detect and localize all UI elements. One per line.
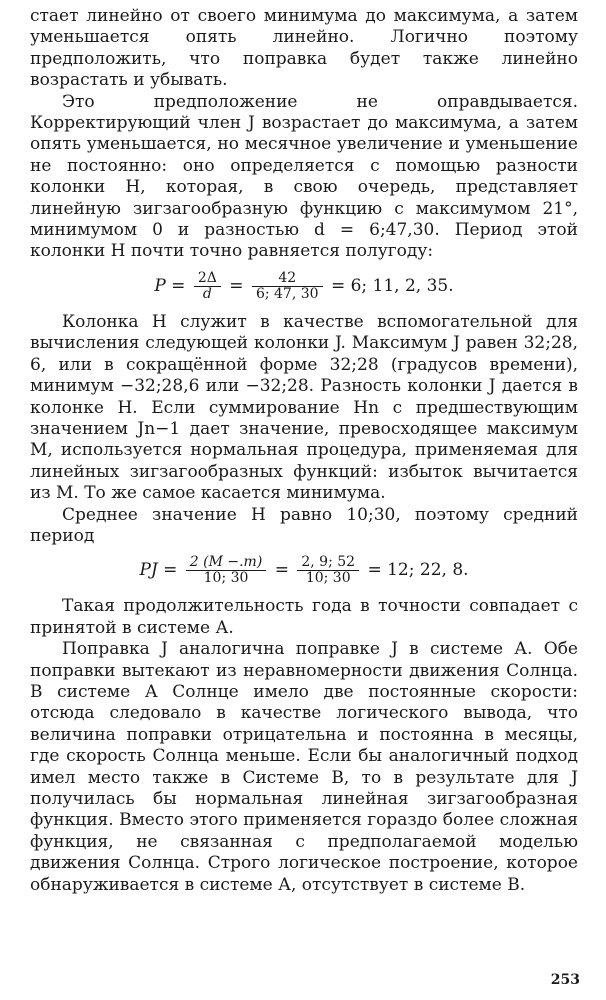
formula-1-equals: = — [229, 275, 244, 296]
paragraph-1: стает линейно от своего минимума до максимума, а затем уменьшается опять линейно. Логично поэтому предположить, что поправка будет также линейно возрастать и убывать. — [30, 6, 578, 91]
paragraph-5: Такая продолжительность года в точности совпадает с принятой в системе А. — [30, 596, 578, 638]
formula-1-fraction-2 — [252, 271, 323, 302]
formula-1-frac2-denominator: 6; 47, 30 — [255, 285, 319, 302]
formula-1-lhs: P = — [154, 275, 186, 296]
formula-1-fraction-1 — [194, 271, 221, 302]
formula-2-fraction-1 — [186, 555, 267, 586]
formula-2-result: = 12; 22, 8. — [367, 560, 469, 581]
formula-1-frac1-denominator: d — [202, 285, 212, 302]
paragraph-6: Поправка J аналогична поправке J в системе А. Обе поправки вытекают из неравномерности движения Солнца. В системе А Солнце имело две постоянные скорости: отсюда следовало в качестве логического вывода, что величина поправки отрицательна и постоянна в месяцы, где скорость Солнца меньше. Если бы аналогичный подход имел место также в Системе В, то в результате для J получилась бы нормальная линейная зигзагообразная функция. Вместо этого применяется гораздо более сложная функция, не связанная с предполагаемой моделью движения Солнца. Строго логическое построение, которое обнаруживается в системе А, отсутствует в системе В. — [30, 639, 578, 895]
paragraph-3: Колонка H служит в качестве вспомогательной для вычисления следующей колонки J. Максимум J равен 32;28, 6, или в сокращённой форме 32;28 (градусов времени), минимум −32;28,6 или −32;28. Разность колонки J дается в колонке H. Если суммирование Hn с предшествующим значением Jn−1 дает значение, превосходящее максимум M, используется нормальная процедура, применяемая для линейных зигзагообразных функций: избыток вычитается из M. То же самое касается минимума. — [30, 311, 578, 504]
formula-mean-period — [30, 555, 578, 586]
formula-1-result: = 6; 11, 2, 35. — [330, 275, 454, 296]
page-body — [30, 6, 578, 896]
formula-2-lhs: PJ = — [139, 560, 178, 581]
formula-2-fraction-2 — [297, 555, 359, 586]
formula-2-frac1-denominator: 10; 30 — [203, 570, 249, 587]
formula-2-frac2-numerator: 2, 9; 52 — [297, 555, 359, 571]
formula-2-frac2-denominator: 10; 30 — [305, 570, 351, 587]
page-number: 253 — [550, 972, 580, 988]
paragraph-2: Это предположение не оправдывается. Корректирующий член J возрастает до максимума, а затем опять уменьшается, но месячное увеличение и уменьшение не постоянно: оно определяется с помощью разности колонки H, которая, в свою очередь, представляет линейную зигзагообразную функцию с максимумом 21°, минимумом 0 и разностью d = 6;47,30. Период этой колонки H почти точно равняется полугоду: — [30, 91, 578, 262]
formula-1-frac1-numerator: 2Δ — [194, 271, 221, 287]
formula-1-frac2-numerator: 42 — [252, 271, 323, 287]
formula-2-equals: = — [274, 560, 289, 581]
formula-period-h — [30, 271, 578, 302]
formula-2-frac1-numerator: 2 (M −.m) — [186, 555, 267, 571]
paragraph-4: Среднее значение H равно 10;30, поэтому средний период — [30, 504, 578, 546]
